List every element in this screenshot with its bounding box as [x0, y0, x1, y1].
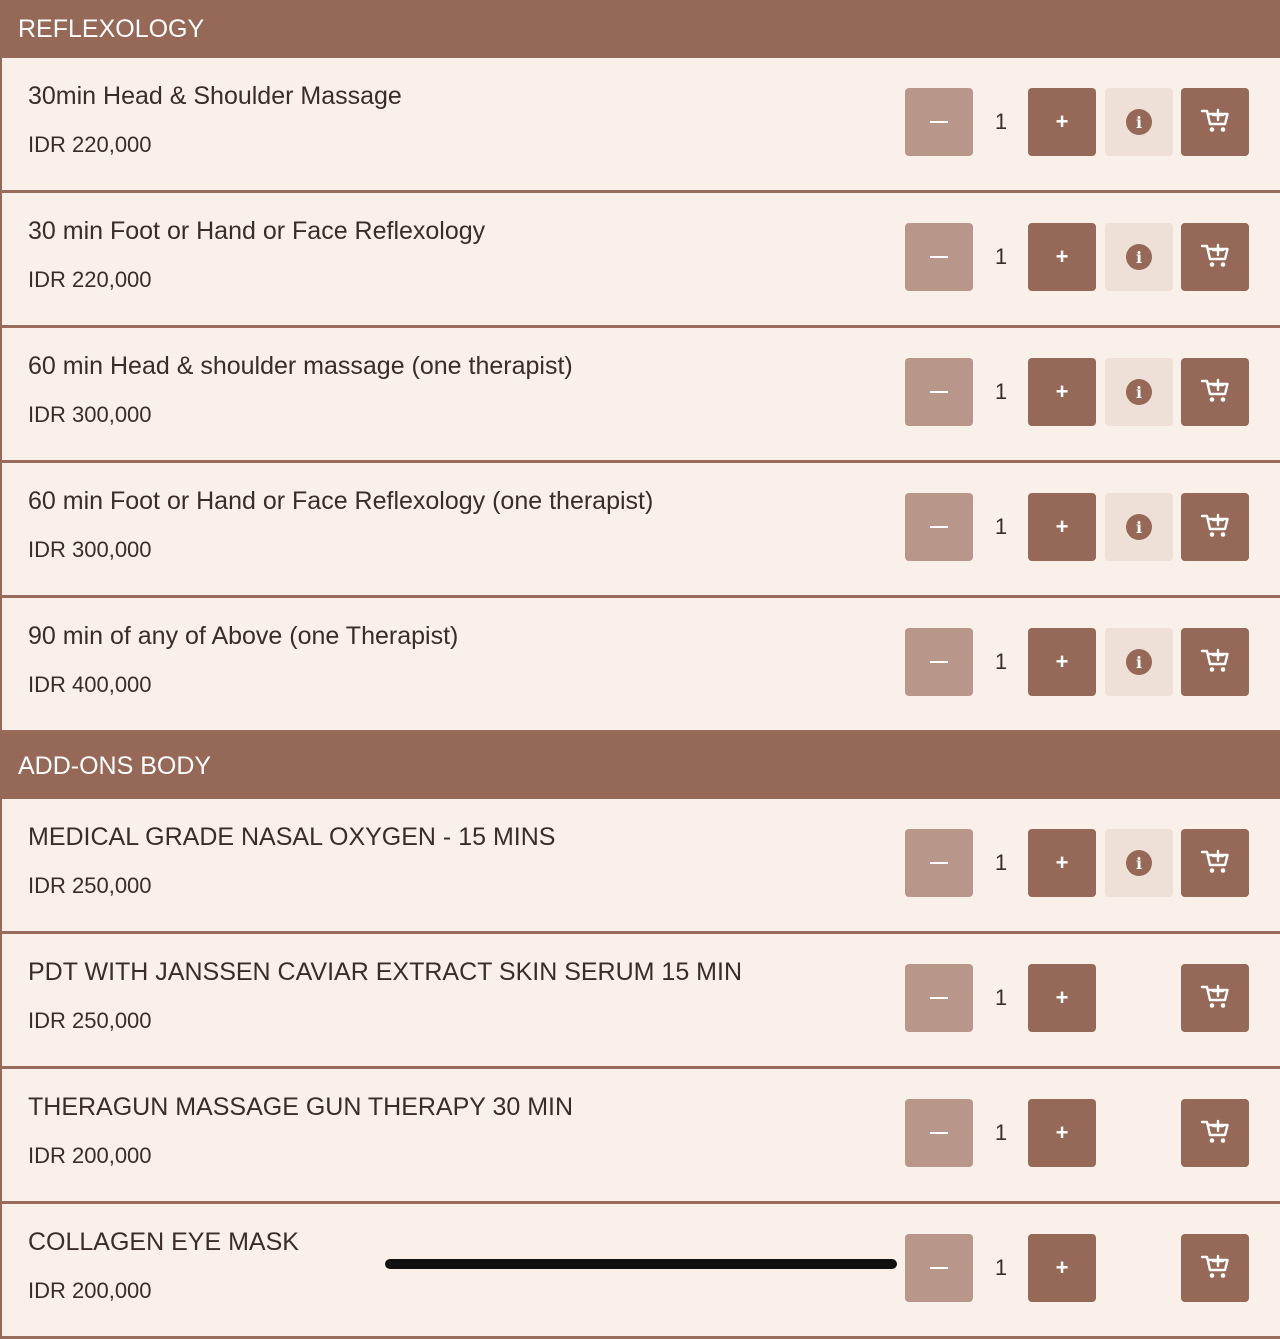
minus-icon: [930, 661, 948, 663]
add-to-cart-button[interactable]: [1181, 829, 1249, 897]
quantity-controls: [904, 358, 1250, 426]
quantity-value: 1: [994, 850, 1008, 875]
service-name: THERAGUN MASSAGE GUN THERAPY 30 MIN: [28, 1093, 574, 1121]
quantity-controls: [904, 1234, 1250, 1302]
quantity-controls: [904, 88, 1250, 156]
info-icon: i: [1126, 244, 1152, 270]
quantity-controls: [904, 493, 1250, 561]
quantity-controls: [904, 223, 1250, 291]
add-to-cart-icon: [1200, 107, 1230, 138]
service-name: 60 min Head & shoulder massage (one therapist): [28, 352, 573, 380]
plus-icon: +: [1055, 109, 1069, 134]
service-name: COLLAGEN EYE MASK: [28, 1228, 299, 1256]
minus-icon: [930, 862, 948, 864]
add-to-cart-button[interactable]: [1181, 358, 1249, 426]
plus-icon: +: [1055, 1255, 1069, 1280]
section-header: [0, 733, 1280, 799]
minus-icon: [930, 121, 948, 123]
service-price: IDR 300,000: [28, 537, 152, 562]
add-to-cart-button[interactable]: [1181, 628, 1249, 696]
add-to-cart-icon: [1200, 377, 1230, 408]
increase-quantity-button[interactable]: [1028, 964, 1096, 1032]
decrease-quantity-button[interactable]: [905, 88, 973, 156]
plus-icon: +: [1055, 379, 1069, 404]
info-button[interactable]: [1105, 493, 1173, 561]
service-item: [0, 799, 1280, 934]
decrease-quantity-button[interactable]: [905, 1099, 973, 1167]
add-to-cart-button[interactable]: [1181, 1234, 1249, 1302]
service-price: IDR 220,000: [28, 267, 152, 292]
service-price: IDR 250,000: [28, 1008, 152, 1033]
service-item: [0, 934, 1280, 1069]
increase-quantity-button[interactable]: [1028, 358, 1096, 426]
service-name: 30 min Foot or Hand or Face Reflexology: [28, 217, 486, 245]
info-button[interactable]: [1105, 628, 1173, 696]
quantity-value: 1: [994, 985, 1008, 1010]
service-item: [0, 1069, 1280, 1204]
add-to-cart-button[interactable]: [1181, 1099, 1249, 1167]
info-icon: i: [1126, 514, 1152, 540]
info-icon: i: [1126, 109, 1152, 135]
minus-icon: [930, 391, 948, 393]
service-item: [0, 193, 1280, 328]
info-button[interactable]: [1105, 358, 1173, 426]
minus-icon: [930, 1132, 948, 1134]
add-to-cart-icon: [1200, 1253, 1230, 1284]
plus-icon: +: [1055, 850, 1069, 875]
service-item: [0, 463, 1280, 598]
service-price: IDR 220,000: [28, 132, 152, 157]
increase-quantity-button[interactable]: [1028, 493, 1096, 561]
info-icon: i: [1126, 649, 1152, 675]
quantity-value: 1: [994, 1120, 1008, 1145]
plus-icon: +: [1055, 514, 1069, 539]
quantity-value: 1: [994, 649, 1008, 674]
plus-icon: +: [1055, 244, 1069, 269]
add-to-cart-icon: [1200, 512, 1230, 543]
service-item: [0, 328, 1280, 463]
service-price: IDR 250,000: [28, 873, 152, 898]
service-item: [0, 598, 1280, 733]
service-name: 30min Head & Shoulder Massage: [28, 82, 402, 110]
service-price: IDR 200,000: [28, 1278, 152, 1303]
service-name: 60 min Foot or Hand or Face Reflexology (one therapist): [28, 487, 654, 515]
add-to-cart-button[interactable]: [1181, 223, 1249, 291]
increase-quantity-button[interactable]: [1028, 88, 1096, 156]
section-title: ADD-ONS BODY: [18, 751, 212, 780]
add-to-cart-button[interactable]: [1181, 88, 1249, 156]
quantity-controls: [904, 628, 1250, 696]
increase-quantity-button[interactable]: [1028, 1234, 1096, 1302]
quantity-controls: [904, 1099, 1250, 1167]
decrease-quantity-button[interactable]: [905, 1234, 973, 1302]
service-item: [0, 58, 1280, 193]
plus-icon: +: [1055, 1120, 1069, 1145]
service-name: PDT WITH JANSSEN CAVIAR EXTRACT SKIN SERUM 15 MIN: [28, 958, 743, 986]
quantity-controls: [904, 829, 1250, 897]
add-to-cart-icon: [1200, 647, 1230, 678]
service-price: IDR 400,000: [28, 672, 152, 697]
decrease-quantity-button[interactable]: [905, 964, 973, 1032]
decrease-quantity-button[interactable]: [905, 493, 973, 561]
quantity-controls: [904, 964, 1250, 1032]
increase-quantity-button[interactable]: [1028, 223, 1096, 291]
quantity-value: 1: [994, 244, 1008, 269]
add-to-cart-icon: [1200, 242, 1230, 273]
decrease-quantity-button[interactable]: [905, 829, 973, 897]
section-header: [0, 0, 1280, 58]
info-icon: i: [1126, 850, 1152, 876]
increase-quantity-button[interactable]: [1028, 829, 1096, 897]
add-to-cart-button[interactable]: [1181, 493, 1249, 561]
info-button[interactable]: [1105, 223, 1173, 291]
service-item: [0, 1204, 1280, 1339]
increase-quantity-button[interactable]: [1028, 628, 1096, 696]
add-to-cart-icon: [1200, 983, 1230, 1014]
info-button[interactable]: [1105, 88, 1173, 156]
info-icon: i: [1126, 379, 1152, 405]
add-to-cart-icon: [1200, 1118, 1230, 1149]
quantity-value: 1: [994, 109, 1008, 134]
add-to-cart-button[interactable]: [1181, 964, 1249, 1032]
service-price: IDR 200,000: [28, 1143, 152, 1168]
section-title: REFLEXOLOGY: [18, 14, 205, 43]
service-price: IDR 300,000: [28, 402, 152, 427]
service-name: 90 min of any of Above (one Therapist): [28, 622, 459, 650]
minus-icon: [930, 1267, 948, 1269]
info-button[interactable]: [1105, 829, 1173, 897]
quantity-value: 1: [994, 514, 1008, 539]
plus-icon: +: [1055, 985, 1069, 1010]
quantity-value: 1: [994, 1255, 1008, 1280]
minus-icon: [930, 997, 948, 999]
decrease-quantity-button[interactable]: [905, 628, 973, 696]
home-indicator: [385, 1259, 897, 1269]
add-to-cart-icon: [1200, 848, 1230, 879]
service-name: MEDICAL GRADE NASAL OXYGEN - 15 MINS: [28, 823, 556, 851]
quantity-value: 1: [994, 379, 1008, 404]
plus-icon: +: [1055, 649, 1069, 674]
decrease-quantity-button[interactable]: [905, 223, 973, 291]
decrease-quantity-button[interactable]: [905, 358, 973, 426]
increase-quantity-button[interactable]: [1028, 1099, 1096, 1167]
minus-icon: [930, 256, 948, 258]
minus-icon: [930, 526, 948, 528]
